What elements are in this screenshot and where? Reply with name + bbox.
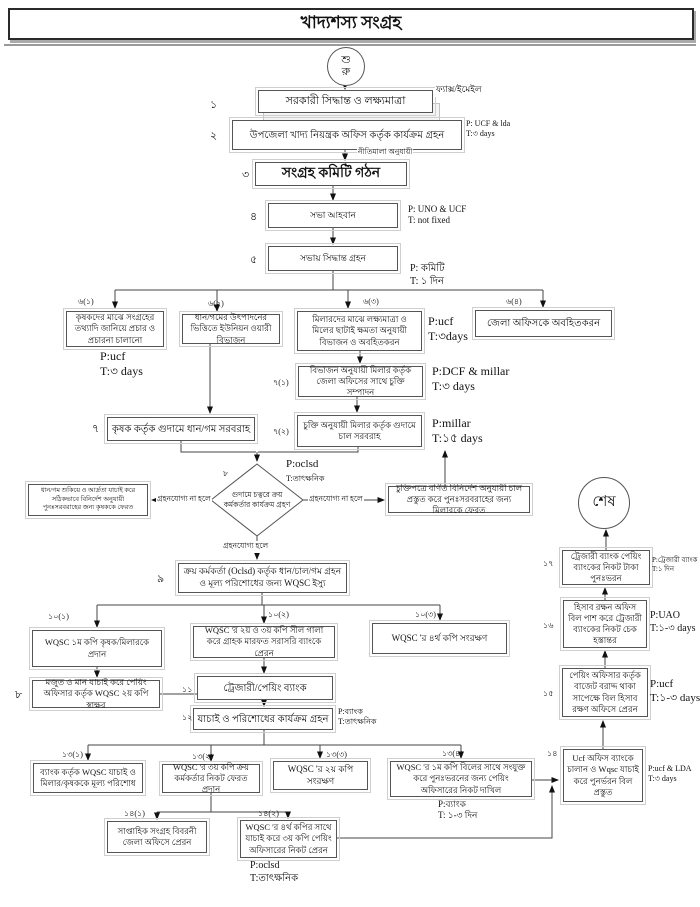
node-paying-officer-sign: [32, 677, 160, 710]
edge-label-acceptable: গ্রহনযোগ্য হলে: [222, 541, 269, 553]
step-number-15: ১৫: [543, 689, 554, 698]
step-number-14-1: ১৪(১): [124, 809, 145, 818]
end-label: শেষ: [592, 494, 616, 511]
step-number-6-1: ৬(১): [78, 297, 94, 306]
node-wqsc-issue: [178, 563, 347, 593]
start-terminal: [327, 47, 365, 86]
step-number-10-3: ১০(৩): [415, 610, 436, 619]
node-text: পেয়িং অফিসার কর্তৃক বাজেট বরাদ্দ থাকা সাপেক্ষে বিল হিসাব রক্ষণ অফিসে প্রেরন: [569, 670, 641, 714]
node-text: গুদামে চত্বরে ক্রয় কর্মকর্তার কার্যক্রম গ্রহণ: [223, 490, 291, 509]
node-text: চুক্তি অনুযায়ী মিলার কর্তৃক গুদামে চাল সরবরাহ: [303, 419, 416, 441]
node-farmer-grain-supply: [107, 417, 255, 441]
node-text: ক্রয় কর্মকর্তা (Oclsd) কর্তৃক ধান/চাল/গম গ্রহন ও মূল্য পরিশোধের জন্য WQSC ইস্যু: [183, 566, 342, 588]
step-number-7-1: ৭(১): [273, 378, 289, 387]
note-step14-2: P:oclsd T:তাৎক্ষনিক: [250, 860, 299, 884]
node-text: ট্রেজারী/পেয়িং ব্যাংক: [223, 682, 307, 694]
node-text: কৃষক কর্তৃক গুদামে ধান/গম সরবরাহ: [111, 423, 251, 435]
node-treasury-paying-bank: [197, 676, 333, 700]
node-return-to-farmer: [28, 484, 148, 516]
note-step2: P: UCF & lda T:৩ days: [466, 119, 511, 138]
node-text: ট্রেজারী ব্যাংক পেয়িং ব্যাংকের নিকট টাকা পুনঃভরন: [570, 550, 642, 584]
step-number-6-3: ৬(৩): [363, 297, 379, 306]
note-step7-1: P:DCF & millar T:৩ days: [432, 364, 510, 393]
note-step5: P: কমিটি T: ১ দিন: [410, 263, 445, 287]
note-decision: P:oclsd T:তাৎক্ষনিক: [286, 458, 325, 483]
node-committee-formation: [255, 162, 407, 186]
node-call-meeting: [268, 203, 398, 228]
node-text: কৃষকদের মাঝে সংগ্রহের তথ্যাদি জানিয়ে প্রচার ও প্রচারনা চালানো: [74, 312, 156, 345]
edge-label-fax-email: ফ্যাক্স/ইমেইল: [435, 82, 483, 97]
step-number-4: ৪: [250, 211, 258, 223]
step-number-7: ৭: [92, 423, 100, 435]
step-number-13-1: ১৩(১): [62, 750, 83, 759]
step-number-6-2: ৬(২): [208, 299, 224, 308]
node-wqsc-copy23-to-bank: [193, 626, 335, 658]
step-number-13-3: ১৩(৩): [326, 750, 347, 759]
node-text: হিসাব রক্ষন অফিস বিল পাশ করে ট্রেজারী ব্যাংকের নিকট চেক হস্তান্তর: [568, 601, 642, 646]
note-step6-1: P:ucf T:৩ days: [100, 349, 143, 378]
node-ucf-refill-bill: [563, 749, 643, 802]
step-number-5: ৫: [250, 254, 258, 266]
step-number-17: ১৭: [543, 559, 554, 568]
note-step16: P:UAO T:১-৩ days: [650, 610, 696, 634]
node-text: WQSC 'র ৩য় কপি ক্রয় কর্মকর্তার নিকট ফেরত প্রদান: [172, 761, 250, 795]
node-text: মিলারদের মাঝে লক্ষ্যমাত্রা ও মিলের ছাটাই ক্ষমতা অনুযায়ী বিভাজন ও অবহিতকরন: [312, 314, 407, 347]
node-text: ধান/গমের উৎপাদনের ভিত্তিতে ইউনিয়ন ওয়ারী বিভাজন: [190, 312, 272, 345]
node-text: WQSC ১ম কপি কৃষক/মিলারকে প্রদান: [44, 637, 150, 659]
page-title: খাদ্যশস্য সংগ্রহ: [8, 8, 694, 40]
node-text: সভা আহবান: [310, 209, 356, 220]
node-text: যাচাই ও পরিশোধের কার্যক্রম গ্রহন: [197, 713, 329, 725]
step-number-11: ১১: [182, 685, 193, 694]
node-text: জেলা অফিসকে অবহিতকরন: [486, 318, 601, 329]
node-text: সভায় সিদ্ধান্ত গ্রহন: [300, 252, 366, 263]
node-farmer-publicity: [66, 311, 164, 347]
node-text: WQSC 'র ২য় ও ৩য় কপি সীল গালা করে গ্রাহক মারফত সরাসরি ব্যাংকে প্রেরন: [204, 625, 324, 658]
note-step14: P:ucf & LDA T:৩ days: [648, 764, 692, 783]
node-miller-division: [297, 311, 422, 351]
node-copy1-with-bill: [390, 761, 532, 797]
step-number-16: ১৬: [543, 621, 554, 630]
note-step6-3: P:ucf T:৩days: [428, 314, 468, 343]
node-unionwise-division: [182, 314, 280, 344]
node-miller-contract: [298, 366, 423, 397]
node-copy3-verify-send: [240, 820, 337, 858]
note-step12: P:ব্যাংক T:তাৎক্ষনিক: [338, 707, 377, 726]
node-weekly-report: [107, 821, 207, 853]
node-text: ব্যাংক কর্তৃক WQSC যাচাই ও মিলার/কৃষককে মূল্য পরিশোধ: [40, 766, 136, 788]
step-number-9: ৯: [157, 573, 165, 585]
node-wqsc-copy4-keep: [372, 623, 507, 654]
node-upazila-food-office: [232, 120, 462, 150]
node-text: WQSC 'র ৪র্থ কপি সংরক্ষণ: [391, 632, 488, 643]
note-step4: P: UNO & UCF T: not fixed: [408, 204, 467, 226]
node-text: মজুত ও মান যাচাই করে পেয়িং অফিসার কর্তৃক WQSC ২য় কপি স্বাক্ষর: [43, 677, 149, 710]
end-terminal: [578, 477, 630, 529]
step-number-13-2: ১৩(২): [192, 752, 213, 761]
node-inform-district-office: [475, 310, 612, 337]
note-step13-4: P:ব্যাংক T: ১-৩ দিন: [438, 799, 478, 821]
start-label-top: শু: [341, 53, 351, 66]
node-text: উপজেলা খাদ্য নিয়ন্ত্রক অফিস কর্তৃক কার্যক্রম গ্রহন: [249, 129, 445, 141]
start-label-bottom: রু: [341, 65, 351, 78]
step-number-10-2: ১০(২): [268, 610, 289, 619]
step-number-diamond: ৮: [223, 469, 229, 478]
node-miller-rice-supply: [297, 415, 422, 447]
edge-label-not-acceptable-left: গ্রহনযোগ্য না হলে: [156, 494, 212, 506]
step-number-2: ২: [210, 130, 218, 142]
node-text: Ucf অফিস ব্যাংকে চালান ও Wqsc যাচাই করে পুনর্ভরন বিল প্রস্তুত: [567, 753, 639, 797]
node-treasury-refund: [562, 550, 650, 585]
node-text: সাপ্তাহিক সংগ্রহ বিবরনী জেলা অফিসে প্রেরন: [117, 825, 197, 847]
node-text: WQSC 'র ২য় কপি সংরক্ষণ: [287, 763, 354, 786]
edge-label-not-acceptable-right: গ্রহনযোগ্য না হলে: [308, 494, 364, 506]
note-step17: P:ট্রেজারী ব্যাংক T:১ দিন: [652, 556, 698, 573]
node-text: বিভাজন অনুযায়ী মিলার কর্তৃক জেলা অফিসের সাথে চুক্তি সম্পাদন: [309, 364, 412, 398]
step-number-10-1: ১০(১): [48, 612, 69, 621]
step-number-14-2: ১৪(২): [258, 809, 279, 818]
node-text: WQSC 'র ৪র্থ কপির সাথে যাচাই করে ৩য় কপি পেয়িং অফিসারের নিকট প্রেরন: [245, 822, 332, 855]
node-text: ধান/গম শুকিয়ে ও আর্দ্রতা যাচাই করে সঠিকভাবে বিনির্দেশ অনুযায়ী পুনঃসরবরাহের জন্য কৃষককে ফেরত: [40, 487, 136, 512]
node-return-to-miller: [388, 482, 530, 516]
node-verify-and-pay: [193, 708, 333, 730]
step-number-6-4: ৬(৪): [506, 297, 522, 306]
node-meeting-decision: [268, 246, 398, 271]
node-govt-decision: [258, 90, 433, 113]
node-copy2-keep: [273, 761, 368, 790]
step-number-8: ৮: [15, 689, 23, 701]
node-text: সংগ্রহ কমিটি গঠন: [281, 165, 381, 181]
step-number-12: ১২: [182, 713, 193, 722]
node-text: WQSC 'র ১ম কপি বিলের সাথে সংযুক্ত করে পুনঃভরনের জন্য পেয়িং অফিসারের নিকট দাখিল: [396, 762, 526, 795]
step-number-13-4: ১৩(৪): [442, 749, 463, 758]
step-number-3: ৩: [242, 169, 250, 181]
node-copy3-return: [162, 761, 260, 795]
step-number-1: ১: [210, 99, 218, 111]
edge-label-policy: নীতিমালা অনুযায়ী: [357, 147, 413, 159]
node-bill-to-accounts-office: [562, 668, 648, 717]
node-bank-pays-value: [33, 763, 143, 793]
node-text: সরকারী সিদ্ধান্ত ও লক্ষ্যমাত্রা: [285, 95, 406, 108]
note-step7-2: P:millar T:১৫ days: [432, 416, 483, 445]
title-underline: [4, 44, 696, 46]
step-number-7-2: ৭(২): [273, 427, 289, 436]
note-step15: P:ucf T:১-৩ days: [650, 678, 700, 704]
node-wqsc-copy1-to-farmer: [32, 630, 162, 667]
node-text: চুক্তিপত্রে বর্ণিত বিনির্দেশ অনুযায়ী চাল প্রস্তুত করে পুনঃসরবরাহের জন্য মিলারকে ফেরত: [395, 482, 523, 516]
step-number-14: ১৪: [547, 749, 558, 758]
decision-text: [218, 470, 296, 530]
node-accounts-pass-cheque: [563, 600, 647, 648]
